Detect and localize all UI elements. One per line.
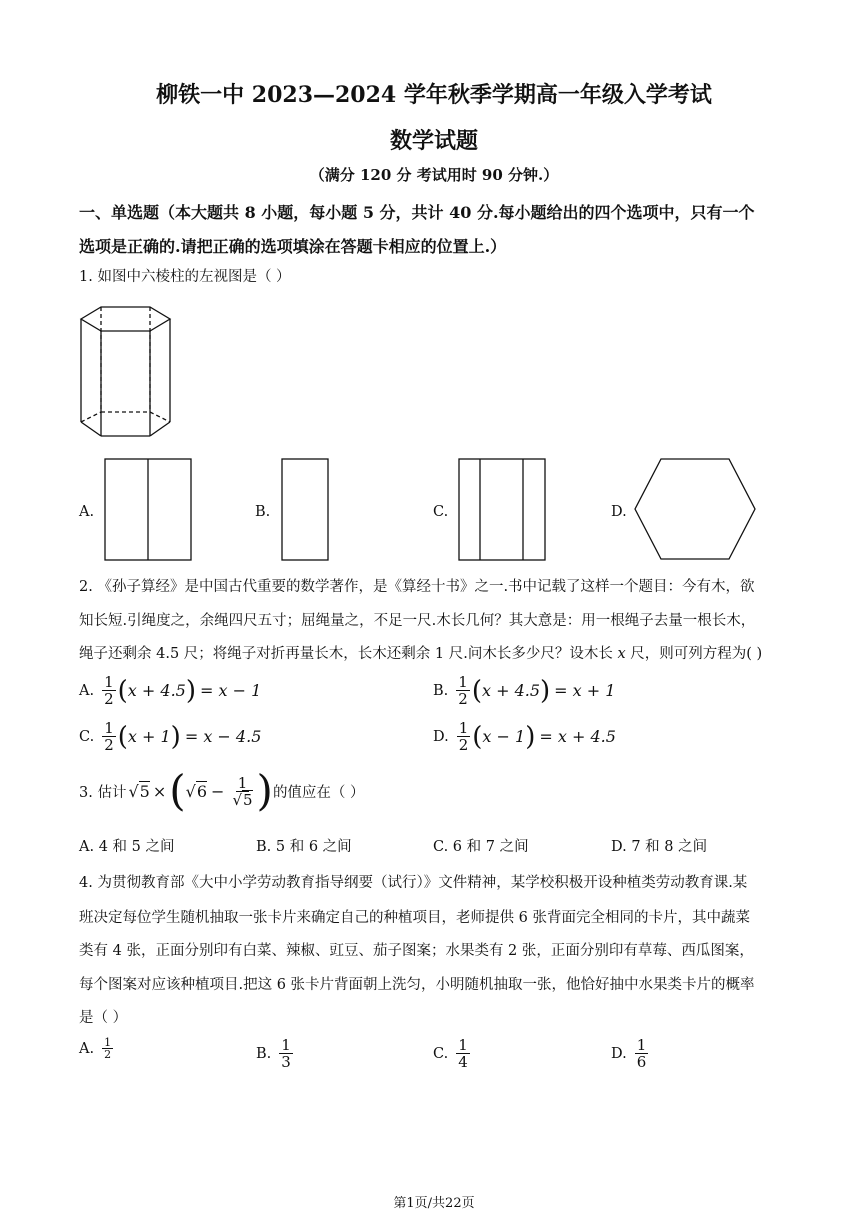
q2-option-d[interactable]: D. $\frac{1}{2}$ ( x − 1 ) = x + 4.5 <box>433 719 616 754</box>
q2-option-b[interactable]: B. $\frac{1}{2}$ ( x + 4.5 ) = x + 1 <box>433 673 616 708</box>
q4-option-c[interactable]: C. $\frac{1}{4}$ <box>433 1036 468 1071</box>
q4-line4: 每个图案对应该种植项目.把这 6 张卡片背面朝上洗匀，小明随机抽取一张，他恰好抽中水果类卡片的概率 <box>79 977 755 993</box>
hexagonal-prism-figure <box>76 302 176 442</box>
q1-stem: 1. 如图中六棱柱的左视图是（ ） <box>79 269 291 285</box>
q4-line3: 类有 4 张，正面分别印有白菜、辣椒、豇豆、茄子图案；水果类有 2 张，正面分别印有草莓、西瓜图案， <box>79 943 754 959</box>
q4-option-d[interactable]: D. $\frac{1}{6}$ <box>611 1036 647 1071</box>
q3-option-a[interactable]: A. 4 和 5 之间 <box>79 839 175 855</box>
q2-line3: 绳子还剩余 4.5 尺；将绳子对折再量长木，长木还剩余 1 尺.问木长多少尺？设木长 x 尺，则可列方程为( ) <box>79 646 763 662</box>
page-number: 第1页/共22页 <box>393 1196 475 1211</box>
q2-line1: 2. 《孙子算经》是中国古代重要的数学著作，是《算经十书》之一.书中记载了这样一个题目：今有木，欲 <box>79 579 755 595</box>
section-heading-line2: 选项是正确的.请把正确的选项填涂在答题卡相应的位置上.） <box>79 237 507 256</box>
q4-line5: 是（ ） <box>79 1010 128 1026</box>
q1-option-b-figure[interactable] <box>281 458 331 562</box>
q4-line1: 4. 为贯彻教育部《大中小学劳动教育指导纲要（试行）》文件精神，某学校积极开设种植类劳动教育课.某 <box>79 875 748 891</box>
q1-option-b-label[interactable]: B. <box>255 504 271 520</box>
q1-option-a-label[interactable]: A. <box>79 504 95 520</box>
q1-option-a-figure[interactable] <box>104 458 194 562</box>
q4-option-b[interactable]: B. $\frac{1}{3}$ <box>256 1036 291 1071</box>
section-heading-line1: 一、单选题（本大题共 8 小题，每小题 5 分，共计 40 分.每小题给出的四个选项中，只有一个 <box>79 203 755 222</box>
q3-option-c[interactable]: C. 6 和 7 之间 <box>433 839 529 855</box>
q1-option-d-figure[interactable] <box>633 458 759 562</box>
q4-option-a[interactable]: A. $\frac{1}{2}$ <box>79 1036 112 1061</box>
q3-stem: 3. 估计 √ 5 × ( √ 6 − $\frac{1}{√5}$ ) 的值应在（ ） <box>79 766 365 815</box>
q3-option-b[interactable]: B. 5 和 6 之间 <box>256 839 352 855</box>
q2-option-a[interactable]: A. $\frac{1}{2}$ ( x + 4.5 ) = x − 1 <box>79 673 262 708</box>
q3-option-d[interactable]: D. 7 和 8 之间 <box>611 839 708 855</box>
exam-subtitle: 数学试题 <box>389 128 478 154</box>
q4-line2: 班决定每位学生随机抽取一张卡片来确定自己的种植项目，老师提供 6 张背面完全相同的卡片，其中蔬菜 <box>79 910 750 926</box>
q2-line2: 知长短.引绳度之，余绳四尺五寸；屈绳量之，不足一尺.木长几何？其大意是：用一根绳子去量一根长木， <box>79 613 756 629</box>
exam-note: （满分 120 分 考试用时 90 分钟.） <box>309 166 559 184</box>
q1-option-c-figure[interactable] <box>458 458 548 562</box>
exam-title: 柳铁一中 2023—2024 学年秋季学期高一年级入学考试 <box>156 82 712 108</box>
q1-option-d-label[interactable]: D. <box>611 504 627 520</box>
q2-option-c[interactable]: C. $\frac{1}{2}$ ( x + 1 ) = x − 4.5 <box>79 719 262 754</box>
q1-option-c-label[interactable]: C. <box>433 504 449 520</box>
